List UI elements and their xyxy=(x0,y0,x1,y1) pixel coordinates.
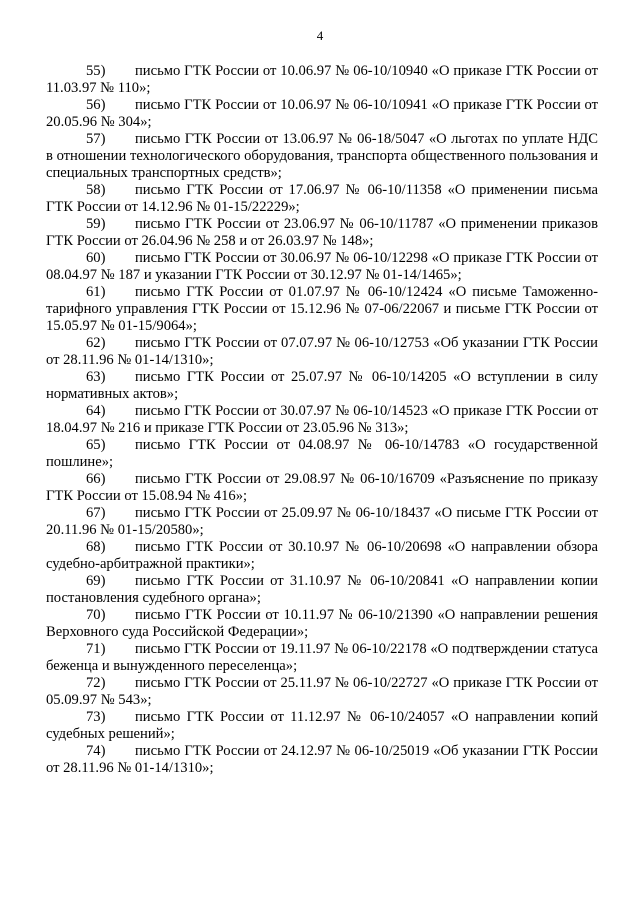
page-number: 4 xyxy=(316,28,324,43)
item-text: письмо ГТК России от 30.06.97 № 06-10/12298 «О приказе ГТК России от 08.04.97 № 187 и указании ГТК России от 30.12.97 № 01-14/1465»; xyxy=(46,250,598,283)
item-number: 72) xyxy=(86,675,106,691)
item-number: 70) xyxy=(86,607,106,623)
item-text: письмо ГТК России от 04.08.97 № 06-10/14783 «О государственной пошлине»; xyxy=(46,437,598,470)
list-item xyxy=(46,250,598,284)
list-item xyxy=(46,284,598,335)
list-item xyxy=(46,216,598,250)
list-item xyxy=(46,743,598,777)
list-item xyxy=(46,709,598,743)
list-item xyxy=(46,641,598,675)
item-number: 74) xyxy=(86,743,106,759)
item-number: 57) xyxy=(86,131,106,147)
list-item xyxy=(46,403,598,437)
list-item xyxy=(46,63,598,97)
item-number: 73) xyxy=(86,709,106,725)
list-item xyxy=(46,607,598,641)
item-number: 65) xyxy=(86,437,106,453)
list-item xyxy=(46,182,598,216)
item-number: 56) xyxy=(86,97,106,113)
item-number: 60) xyxy=(86,250,106,266)
item-text: письмо ГТК России от 07.07.97 № 06-10/12753 «Об указании ГТК России от 28.11.96 № 01-14/1310»; xyxy=(46,335,598,368)
list-item xyxy=(46,437,598,471)
item-text: письмо ГТК России от 24.12.97 № 06-10/25019 «Об указании ГТК России от 28.11.96 № 01-14/1310»; xyxy=(46,743,598,776)
list-item xyxy=(46,369,598,403)
item-text: письмо ГТК России от 31.10.97 № 06-10/20841 «О направлении копии постановления судебного органа»; xyxy=(46,573,598,606)
item-number: 64) xyxy=(86,403,106,419)
item-text: письмо ГТК России от 13.06.97 № 06-18/5047 «О льготах по уплате НДС в отношении технологического оборудования, транспорта общественного пользования и специальных транспортных средств»; xyxy=(46,131,598,181)
item-number: 59) xyxy=(86,216,106,232)
item-number: 68) xyxy=(86,539,106,555)
list-item xyxy=(46,539,598,573)
item-text: письмо ГТК России от 30.10.97 № 06-10/20698 «О направлении обзора судебно-арбитражной практики»; xyxy=(46,539,598,572)
list-item xyxy=(46,471,598,505)
list-item xyxy=(46,131,598,182)
letters-list xyxy=(0,63,640,777)
item-text: письмо ГТК России от 10.06.97 № 06-10/10941 «О приказе ГТК России от 20.05.96 № 304»; xyxy=(46,97,598,130)
item-number: 66) xyxy=(86,471,106,487)
list-item xyxy=(46,505,598,539)
item-number: 63) xyxy=(86,369,106,385)
item-text: письмо ГТК России от 25.11.97 № 06-10/22727 «О приказе ГТК России от 05.09.97 № 543»; xyxy=(46,675,598,708)
item-text: письмо ГТК России от 01.07.97 № 06-10/12424 «О письме Таможенно-тарифного управления ГТК России от 15.12.96 № 07-06/22067 и письме ГТК России от 15.05.97 № 01-15/9064»; xyxy=(46,284,598,334)
item-text: письмо ГТК России от 17.06.97 № 06-10/11358 «О применении письма ГТК России от 14.12.96 № 01-15/22229»; xyxy=(46,182,598,215)
item-number: 58) xyxy=(86,182,106,198)
item-number: 69) xyxy=(86,573,106,589)
item-text: письмо ГТК России от 25.07.97 № 06-10/14205 «О вступлении в силу нормативных актов»; xyxy=(46,369,598,402)
list-item xyxy=(46,573,598,607)
item-text: письмо ГТК России от 29.08.97 № 06-10/16709 «Разъяснение по приказу ГТК России от 15.08.94 № 416»; xyxy=(46,471,598,504)
item-text: письмо ГТК России от 10.11.97 № 06-10/21390 «О направлении решения Верховного суда Российской Федерации»; xyxy=(46,607,598,640)
item-number: 71) xyxy=(86,641,106,657)
list-item xyxy=(46,97,598,131)
item-number: 67) xyxy=(86,505,106,521)
item-number: 62) xyxy=(86,335,106,351)
list-item xyxy=(46,335,598,369)
item-text: письмо ГТК России от 23.06.97 № 06-10/11787 «О применении приказов ГТК России от 26.04.96 № 258 и от 26.03.97 № 148»; xyxy=(46,216,598,249)
list-item xyxy=(46,675,598,709)
item-text: письмо ГТК России от 19.11.97 № 06-10/22178 «О подтверждении статуса беженца и вынужденного переселенца»; xyxy=(46,641,598,674)
item-text: письмо ГТК России от 10.06.97 № 06-10/10940 «О приказе ГТК России от 11.03.97 № 110»; xyxy=(46,63,598,96)
item-text: письмо ГТК России от 30.07.97 № 06-10/14523 «О приказе ГТК России от 18.04.97 № 216 и приказе ГТК России от 23.05.96 № 313»; xyxy=(46,403,598,436)
item-text: письмо ГТК России от 11.12.97 № 06-10/24057 «О направлении копий судебных решений»; xyxy=(46,709,598,742)
item-number: 55) xyxy=(86,63,106,79)
item-number: 61) xyxy=(86,284,106,300)
item-text: письмо ГТК России от 25.09.97 № 06-10/18437 «О письме ГТК России от 20.11.96 № 01-15/20580»; xyxy=(46,505,598,538)
